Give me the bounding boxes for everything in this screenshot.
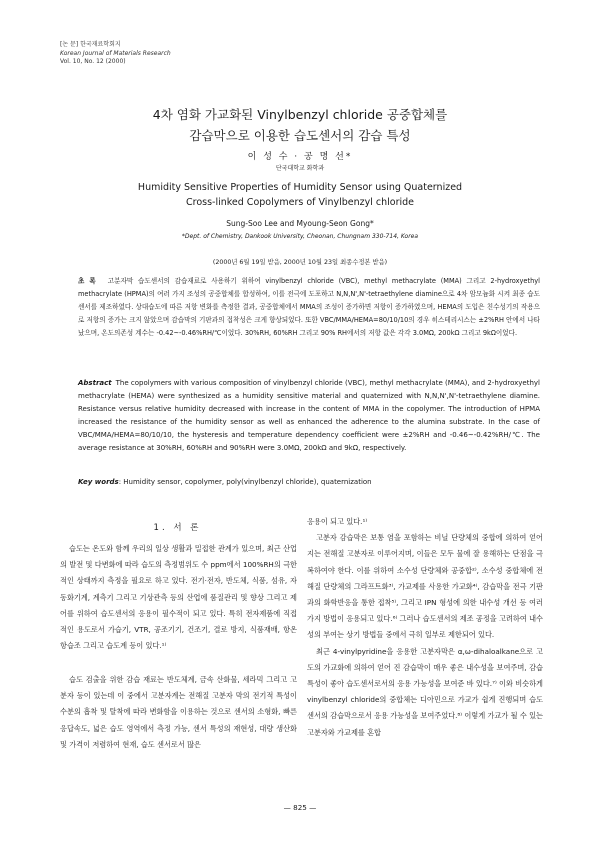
journal-volume: Vol. 10, No. 12 (2000) [60, 58, 126, 65]
received-dates: (2000년 6월 19일 받음, 2000년 10월 23일 최종수정본 받음) [212, 259, 388, 266]
keywords [78, 478, 540, 486]
paragraph: 습도 검출을 위한 감습 재료는 반도체계, 금속 산화물, 세라믹 그리고 고분자 등이 있는데 이 중에서 고분자계는 전해질 고분자 막의 전기적 특성이 수분의 흡착 및 탈착에 따라 변화함을 이용하는 것으로 센서의 소형화, 빠른 응답속도, 넓은 습도 영역에서 측정 가능, 센서 특성의 재현성, 대량 생산화 및 가격이 저렴하여 현재, 습도 센서로서 많은 [60, 675, 297, 749]
title-english [0, 181, 600, 210]
paragraph: 응용이 되고 있다.¹⁾ [307, 517, 368, 526]
body-right-column [307, 514, 543, 741]
body-left-column-bottom [60, 672, 297, 753]
section-title-introduction: 1. 서 론 [153, 523, 202, 533]
abstract-korean [78, 275, 540, 340]
abstract-korean-text: 고분자막 습도센서의 감습재료로 사용하기 위하여 vinylbenzyl chloride (VBC), methyl methacrylate (MMA) 그리고 2-hydroxyethyl methacrylate (HPMA)의 여러 가지 조성의 공중합체를 합성하여, 이를 전극에 도포하고 N,N,N',N'-tetraethylene diamine으로 4차 암모늄화 시켜 최종 습도센서를 제조하였다. 상대습도에 따른 저항 변화를 측정한 결과, 공중합체에서 MMA의 조성이 증가하면 저항이 증가하였으며, HEMA의 도입은 친수성기의 작용으로 저항의 증가는 크지 않았으며 감습막의 기판과의 접착성은 크게 향상되었다. 또한 VBC/MMA/HEMA=80/10/10의 경우 히스테리시스는 ±2%RH 안에서 나타났으며, 온도의존성 계수는 -0.42~-0.46%RH/℃이었다. 30%RH, 60%RH 그리고 90% RH에서의 저항 값은 각각 3.0MΩ, 200kΩ 그리고 9kΩ이었다. [78, 277, 540, 337]
journal-header [60, 41, 171, 67]
affiliation-english: *Dept. of Chemistry, Dankook University, Cheonan, Chungnam 330-714, Korea [181, 233, 419, 240]
title-english-line2: Cross-linked Copolymers of Vinylbenzyl chloride [185, 196, 415, 208]
journal-header-en: Korean Journal of Materials Research [60, 49, 171, 57]
paragraph: 최근 4-vinylpyridine을 응용한 고분자막은 α,ω-dihaloalkane으로 고도의 가교화에 의하여 얻어 진 감습막이 매우 좋은 내수성을 보여주며, 감습 특성이 좋아 습도센서로서의 응용 가능성을 보여준 바 있다.⁷⁾ 이와 비슷하게 vinylbenzyl chloride의 중합체는 디아민으로 가교가 쉽게 진행되며 습도센서의 감습막으로서 응용 가능성을 보여주었다.⁸⁾ 이렇게 가교가 될 수 있는 고분자와 가교제를 혼합 [307, 646, 543, 737]
authors-english: Sung-Soo Lee and Myoung-Seon Gong* [226, 219, 374, 228]
affiliation-korean: 단국대학교 화학과 [275, 165, 325, 172]
abstract-english-text: The copolymers with various composition of vinylbenzyl chloride (VBC), methyl methacrylate (MMA), and 2-hydroxyethyl methacrylate (HEMA) were synthesized as a humidity sensitive material and quaternized with N,N,N',N'-tetraethylene diamine. Resistance versus relative humidity decreased with increase in the content of MMA in the copolymer. The introduction of HPMA increased the resistance of the humidity sensor as well as enhanced the adherence to the alumina substrate. In the case of VBC/MMA/HEMA=80/10/10, the hysteresis and temperature dependency coefficient were ±2%RH and -0.46~-0.42%RH/℃. The average resistance at 30%RH, 60%RH and 90%RH were 3.0MΩ, 200kΩ and 9kΩ, respectively. [78, 379, 540, 452]
keywords-label: Key words [78, 478, 119, 486]
abstract-english-label: Abstract [78, 379, 112, 387]
page-number: — 825 — [283, 803, 317, 812]
paragraph: 습도는 온도와 함께 우리의 일상 생활과 밀접한 관계가 있으며, 최근 산업의 발전 및 다변화에 따라 습도의 측정범위도 수 ppm에서 100%RH의 극한적인 상태까지 측정을 필요로 하고 있다. 전기·전자, 반도체, 식품, 섬유, 자동화기계, 계측기 그리고 기상관측 등의 산업에 품질관리 및 향상 그리고 제어를 위하여 습도센서의 응용이 필수적이 되고 있다. 특히 전자제품에 직접적인 용도로서 가습기, VTR, 공조기기, 건조기, 결로 방지, 식품재배, 항온 항습조 그리고 습도계 등이 있다.¹⁾ [60, 544, 297, 651]
authors-korean: 이 성 수 · 공 명 선* [247, 152, 353, 162]
abstract-english [78, 377, 540, 455]
title-korean-line2: 감습막으로 이용한 습도센서의 감습 특성 [189, 128, 411, 143]
abstract-korean-label: 초 록 [78, 277, 96, 285]
title-english-line1: Humidity Sensitive Properties of Humidity Sensor using Quaternized [137, 182, 463, 193]
title-korean-line1: 4차 염화 가교화된 Vinylbenzyl chloride 공중합체를 [152, 107, 448, 122]
paragraph: 고분자 감습막은 보통 염을 포함하는 비닐 단량체의 중합에 의하여 얻어지는 전해질 고분자로 이루어지며, 이들은 모두 물에 잘 용해하는 단점을 극복하여야 한다. 이를 위하여 소수성 단량체와 공중합²⁾, 소수성 중합체에 전해질 단량체의 그라프트화³⁾, 가교제를 사용한 가교화⁴⁾, 감습막을 전극 기판과의 화학반응을 통한 접착⁵⁾, 그리고 IPN 형성에 의한 내수성 개선 등 여러 가지 방법이 응용되고 있다.⁶⁾ 그러나 습도센서의 제조 공정을 고려하여 내수성의 부여는 상기 방법들 중에서 극히 일부로 제한되어 있다. [307, 533, 543, 640]
body-left-column-top [60, 541, 297, 654]
journal-header-kr: [논 문] 한국재료학회지 [60, 41, 121, 48]
keywords-text: : Humidity sensor, copolymer, poly(vinylbenzyl chloride), quaternization [118, 478, 372, 486]
title-korean [0, 104, 600, 146]
